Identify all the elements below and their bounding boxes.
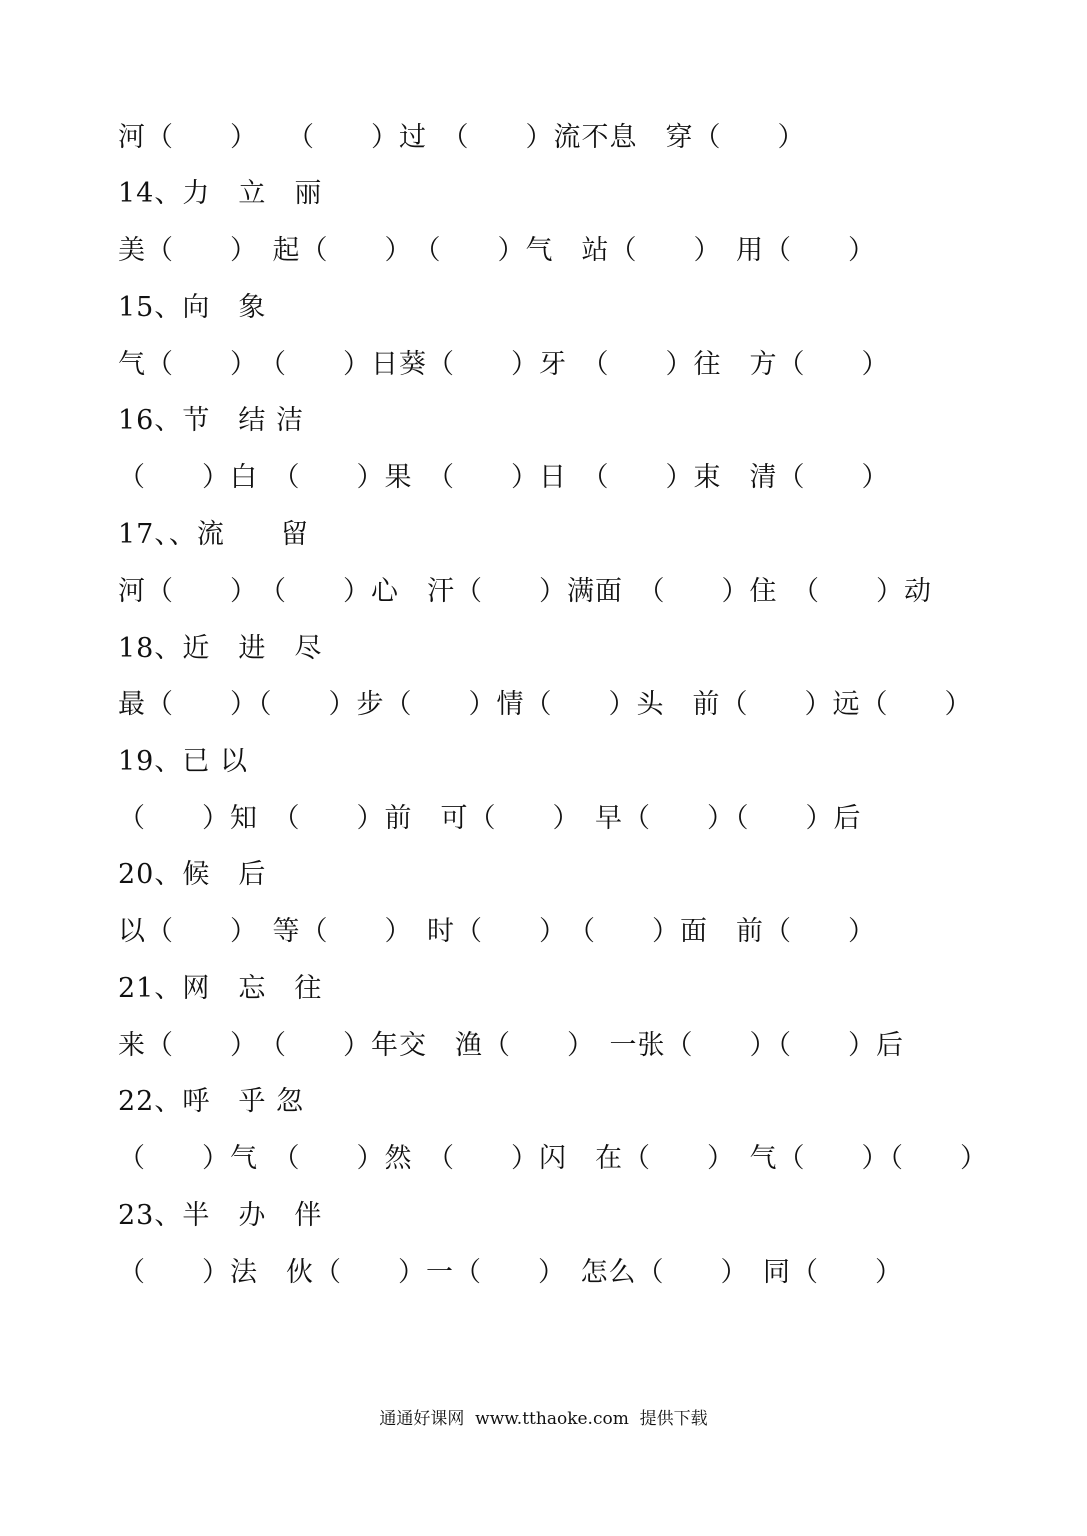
answer-line-16: （ ）白 （ ）果 （ ）日 （ ）束 清（ ）	[118, 462, 890, 493]
answer-line-21: 来（ ） （ ）年交 渔（ ） 一张（ ）（ ）后	[118, 1030, 904, 1061]
question-15: 15、向 象	[118, 292, 267, 323]
answer-line-14: 美（ ） 起（ ） （ ）气 站（ ） 用（ ）	[118, 235, 876, 266]
answer-line-18: 最（ ）（ ）步（ ）情（ ）头 前（ ）远（ ）	[118, 689, 973, 720]
answer-line-13: 河（ ） （ ）过 （ ）流不息 穿（ ）	[118, 122, 806, 153]
answer-line-23: （ ）法 伙（ ）一（ ） 怎么（ ） 同（ ）	[118, 1257, 903, 1288]
question-17: 17、、流 留	[118, 519, 309, 550]
question-22: 22、呼 乎 忽	[118, 1086, 304, 1117]
answer-line-17: 河（ ） （ ）心 汗（ ）满面 （ ）住 （ ）动	[118, 576, 932, 607]
question-20: 20、候 后	[118, 859, 267, 890]
question-23: 23、半 办 伴	[118, 1200, 323, 1231]
answer-line-19: （ ）知 （ ）前 可（ ） 早（ ）（ ）后	[118, 803, 862, 834]
question-16: 16、节 结 洁	[118, 405, 304, 436]
page-footer: 通通好课网 www.tthaoke.com 提供下载	[379, 1409, 708, 1429]
question-14: 14、力 立 丽	[118, 178, 323, 209]
answer-line-15: 气（ ） （ ）日葵（ ）牙 （ ）往 方（ ）	[118, 349, 890, 380]
question-18: 18、近 进 尽	[118, 633, 323, 664]
answer-line-20: 以（ ） 等（ ） 时（ ） （ ）面 前（ ）	[118, 916, 876, 947]
question-19: 19、已 以	[118, 746, 248, 777]
answer-line-22: （ ）气 （ ）然 （ ）闪 在（ ） 气（ ）（ ）	[118, 1143, 988, 1174]
question-21: 21、网 忘 往	[118, 973, 323, 1004]
